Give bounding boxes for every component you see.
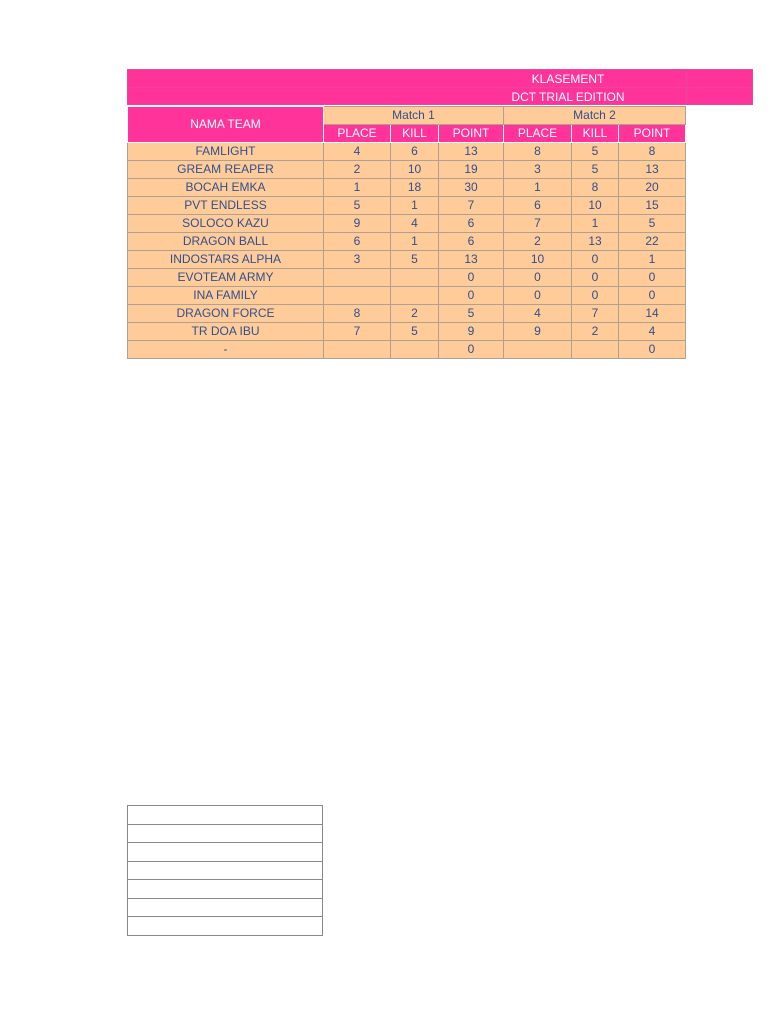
m2-place-cell: 9 <box>504 323 572 341</box>
m2-point-cell: 0 <box>619 269 686 287</box>
m2-point-cell: 22 <box>619 233 686 251</box>
m1-point-cell: 19 <box>439 161 504 179</box>
empty-cell <box>128 880 323 899</box>
team-name-cell: GREAM REAPER <box>128 161 324 179</box>
team-name-cell: DRAGON FORCE <box>128 305 324 323</box>
empty-cell <box>128 861 323 880</box>
m1-place-cell: 4 <box>324 143 391 161</box>
m1-kill-cell: 1 <box>391 233 439 251</box>
m1-place-cell: 1 <box>324 179 391 197</box>
m1-place-cell: 3 <box>324 251 391 269</box>
team-name-cell: INA FAMILY <box>128 287 324 305</box>
m1-kill-cell: 2 <box>391 305 439 323</box>
team-name-cell: PVT ENDLESS <box>128 197 324 215</box>
m2-place-cell: 8 <box>504 143 572 161</box>
m1-point-cell: 9 <box>439 323 504 341</box>
team-name-cell: DRAGON BALL <box>128 233 324 251</box>
m2-point-cell: 4 <box>619 323 686 341</box>
m1-kill-cell: 18 <box>391 179 439 197</box>
m1-kill-cell: 5 <box>391 251 439 269</box>
empty-cell <box>128 898 323 917</box>
m1-place-cell <box>324 287 391 305</box>
m2-point-cell: 13 <box>619 161 686 179</box>
m1-kill-header: KILL <box>391 125 439 143</box>
table-row <box>128 179 686 197</box>
m2-kill-cell: 1 <box>572 215 619 233</box>
table-row <box>128 251 686 269</box>
m2-kill-cell: 7 <box>572 305 619 323</box>
m2-kill-cell <box>572 341 619 359</box>
team-name-cell: EVOTEAM ARMY <box>128 269 324 287</box>
table-row <box>128 341 686 359</box>
m1-place-header: PLACE <box>324 125 391 143</box>
header-row-matches <box>128 107 686 125</box>
m1-kill-cell <box>391 287 439 305</box>
m1-point-cell: 30 <box>439 179 504 197</box>
m1-point-cell: 7 <box>439 197 504 215</box>
m1-kill-cell: 10 <box>391 161 439 179</box>
m1-point-cell: 0 <box>439 287 504 305</box>
m1-point-header: POINT <box>439 125 504 143</box>
m2-place-cell: 10 <box>504 251 572 269</box>
empty-cell <box>128 806 323 825</box>
m1-place-cell: 8 <box>324 305 391 323</box>
team-name-cell: SOLOCO KAZU <box>128 215 324 233</box>
m1-kill-cell: 6 <box>391 143 439 161</box>
empty-cell <box>128 824 323 843</box>
m1-kill-cell: 5 <box>391 323 439 341</box>
m2-kill-cell: 8 <box>572 179 619 197</box>
table-row <box>128 215 686 233</box>
m1-point-cell: 5 <box>439 305 504 323</box>
m1-point-cell: 13 <box>439 251 504 269</box>
table-row <box>128 305 686 323</box>
m2-point-cell: 0 <box>619 287 686 305</box>
m2-point-cell: 0 <box>619 341 686 359</box>
m2-place-cell: 3 <box>504 161 572 179</box>
m1-kill-cell: 4 <box>391 215 439 233</box>
m2-point-cell: 15 <box>619 197 686 215</box>
team-name-cell: INDOSTARS ALPHA <box>128 251 324 269</box>
m2-place-cell: 2 <box>504 233 572 251</box>
m2-kill-cell: 5 <box>572 161 619 179</box>
empty-cell-block <box>127 805 323 936</box>
m1-place-cell: 2 <box>324 161 391 179</box>
team-name-cell: - <box>128 341 324 359</box>
m2-kill-cell: 0 <box>572 269 619 287</box>
m2-point-cell: 5 <box>619 215 686 233</box>
m1-place-cell: 7 <box>324 323 391 341</box>
m1-kill-cell <box>391 341 439 359</box>
table-row <box>128 323 686 341</box>
m2-place-cell: 6 <box>504 197 572 215</box>
m2-place-cell: 0 <box>504 269 572 287</box>
m1-place-cell <box>324 341 391 359</box>
match2-header: Match 2 <box>504 107 686 125</box>
empty-cell <box>128 917 323 936</box>
table-row <box>128 161 686 179</box>
m2-point-cell: 20 <box>619 179 686 197</box>
m2-kill-cell: 0 <box>572 287 619 305</box>
m2-place-cell: 1 <box>504 179 572 197</box>
m2-kill-cell: 2 <box>572 323 619 341</box>
standings-body <box>128 143 686 359</box>
m1-place-cell <box>324 269 391 287</box>
m1-point-cell: 0 <box>439 341 504 359</box>
standings-table <box>127 106 686 359</box>
team-name-header: NAMA TEAM <box>128 107 324 143</box>
table-title: KLASEMENT <box>531 72 605 86</box>
table-subtitle: DCT TRIAL EDITION <box>511 90 625 104</box>
m2-place-header: PLACE <box>504 125 572 143</box>
m1-kill-cell: 1 <box>391 197 439 215</box>
m2-place-cell: 7 <box>504 215 572 233</box>
m2-kill-cell: 0 <box>572 251 619 269</box>
m1-point-cell: 13 <box>439 143 504 161</box>
m1-point-cell: 6 <box>439 233 504 251</box>
m1-place-cell: 9 <box>324 215 391 233</box>
subtitle-row <box>127 87 753 105</box>
m2-point-header: POINT <box>619 125 686 143</box>
m1-point-cell: 0 <box>439 269 504 287</box>
m2-place-cell <box>504 341 572 359</box>
table-row <box>128 143 686 161</box>
table-row <box>128 233 686 251</box>
match1-header: Match 1 <box>324 107 504 125</box>
m2-kill-header: KILL <box>572 125 619 143</box>
m2-point-cell: 14 <box>619 305 686 323</box>
m2-point-cell: 1 <box>619 251 686 269</box>
m1-kill-cell <box>391 269 439 287</box>
m2-kill-cell: 13 <box>572 233 619 251</box>
m1-place-cell: 6 <box>324 233 391 251</box>
empty-cell <box>128 843 323 862</box>
table-row <box>128 197 686 215</box>
m2-kill-cell: 5 <box>572 143 619 161</box>
team-name-cell: FAMLIGHT <box>128 143 324 161</box>
table-row <box>128 269 686 287</box>
title-row <box>127 69 753 87</box>
team-name-cell: TR DOA IBU <box>128 323 324 341</box>
m2-point-cell: 8 <box>619 143 686 161</box>
m1-point-cell: 6 <box>439 215 504 233</box>
team-name-cell: BOCAH EMKA <box>128 179 324 197</box>
m2-place-cell: 4 <box>504 305 572 323</box>
title-block <box>127 69 753 105</box>
m2-place-cell: 0 <box>504 287 572 305</box>
m1-place-cell: 5 <box>324 197 391 215</box>
m2-kill-cell: 10 <box>572 197 619 215</box>
table-row <box>128 287 686 305</box>
